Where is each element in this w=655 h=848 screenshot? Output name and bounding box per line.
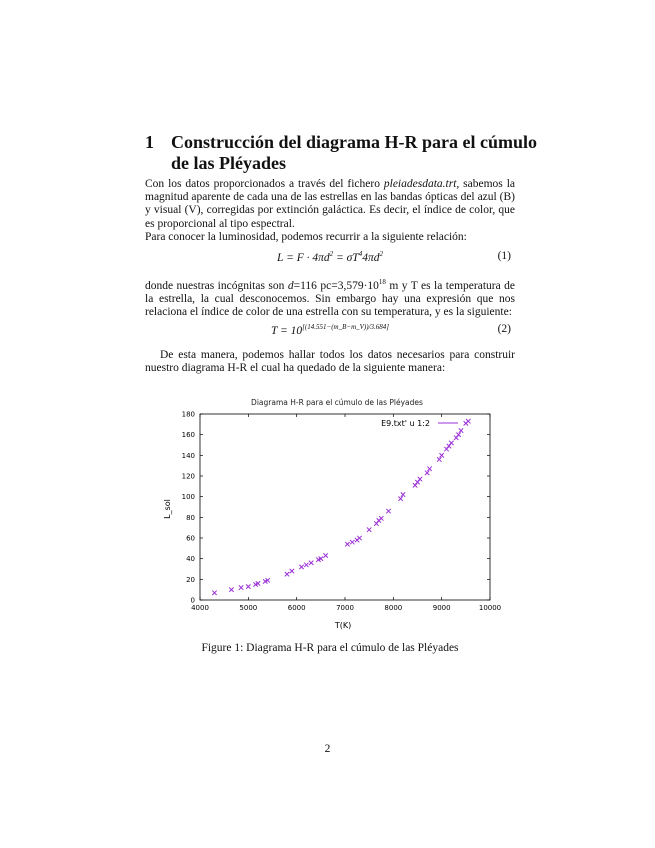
- data-point: [456, 432, 460, 436]
- data-point: [401, 492, 405, 496]
- data-point: [449, 441, 453, 445]
- x-tick-label: 10000: [478, 604, 502, 612]
- x-tick-label: 8000: [384, 604, 403, 612]
- y-tick-label: 140: [181, 451, 195, 460]
- eq1-mid2: 4πd: [362, 251, 380, 264]
- x-axis-label: T(K): [334, 621, 352, 630]
- data-point: [309, 561, 313, 565]
- paragraph-luminosity: Para conocer la luminosidad, podemos recurrir a la siguiente relación:: [145, 230, 467, 243]
- y-tick-label: 160: [181, 431, 195, 440]
- data-point: [285, 572, 289, 576]
- paragraph-intro-a: Con los datos proporcionados a través del fichero: [145, 178, 384, 190]
- data-point: [437, 457, 441, 461]
- data-point: [246, 584, 250, 588]
- data-point: [427, 467, 431, 471]
- eq2-left: T = 10: [270, 324, 303, 337]
- data-point: [212, 591, 216, 595]
- data-point: [418, 477, 422, 481]
- data-filename: pleiadesdata.trt: [383, 178, 457, 190]
- data-point: [290, 569, 294, 573]
- data-point: [439, 453, 443, 457]
- data-point: [466, 419, 470, 423]
- y-tick-label: 60: [186, 534, 195, 543]
- y-tick-label: 0: [190, 596, 195, 605]
- eq1-mid: = σT: [333, 251, 359, 264]
- x-tick-label: 6000: [287, 604, 306, 612]
- data-point: [345, 542, 349, 546]
- x-tick-label: 9000: [432, 604, 451, 612]
- x-tick-label: 7000: [336, 604, 354, 612]
- section-number: 1: [145, 132, 154, 152]
- y-tick-label: 120: [181, 472, 195, 481]
- data-point: [425, 471, 429, 475]
- y-tick-label: 100: [181, 493, 195, 502]
- eq2-tag: (2): [497, 323, 511, 335]
- paragraph-conclusion: De esta manera, podemos hallar todos los datos necesarios para construir nuestro diagrama H-R el cual ha quedado de la siguiente manera:: [145, 349, 515, 375]
- data-point: [229, 587, 233, 591]
- equation-2: [145, 323, 515, 339]
- y-tick-label: 180: [181, 410, 195, 419]
- p3-c: m y T es la temperatura de la estrella, la cual desconocemos. Sin embargo hay una expresión que nos relaciona el índice de color de una estrella con su temperatura, y es la siguiente:: [145, 279, 515, 319]
- paragraph-unknowns: [145, 276, 515, 319]
- p3-d: d: [287, 279, 294, 292]
- data-point: [379, 516, 383, 520]
- data-point: [239, 585, 243, 589]
- section-heading: [145, 132, 545, 174]
- data-point: [323, 553, 327, 557]
- x-tick-label: 4000: [191, 604, 209, 612]
- data-point: [299, 565, 303, 569]
- page-number: 2: [324, 743, 331, 755]
- data-point: [350, 540, 354, 544]
- paragraph-intro: [145, 178, 515, 244]
- x-tick-label: 5000: [239, 604, 258, 612]
- equation-1: [145, 250, 515, 266]
- data-point: [386, 509, 390, 513]
- p3-b: =116 pc=3,579·10: [293, 279, 379, 292]
- plot-frame: [200, 414, 490, 600]
- data-point: [367, 528, 371, 532]
- y-tick-label: 20: [186, 575, 195, 584]
- eq1-tag: (1): [497, 250, 511, 262]
- eq1-exp1: 2: [329, 250, 334, 258]
- eq1-left: L = F · 4πd: [277, 251, 330, 264]
- data-point: [304, 563, 308, 567]
- hr-diagram-chart: [160, 392, 502, 632]
- y-axis-label: L_sol: [163, 499, 172, 519]
- section-title: Construcción del diagrama H-R para el cúmulo de las Pléyades: [171, 132, 537, 173]
- eq1-exp2: 4: [358, 250, 363, 258]
- chart-points: [212, 419, 470, 595]
- y-tick-label: 40: [186, 555, 195, 564]
- p3-exp: 18: [378, 278, 386, 286]
- data-point: [459, 428, 463, 432]
- data-point: [398, 497, 402, 501]
- chart-title: Diagrama H-R para el cúmulo de las Pléyades: [251, 398, 423, 407]
- legend-label: E9.txt' u 1:2: [381, 419, 430, 428]
- data-point: [357, 536, 361, 540]
- p3-a: donde nuestras incógnitas son: [145, 279, 288, 292]
- eq1-exp3: 2: [379, 250, 383, 258]
- eq2-exp: [(14.551−(m_B−m_V))/3.684]: [302, 323, 390, 331]
- y-tick-label: 80: [186, 513, 195, 522]
- paragraph-intro-b: , sabemos la magnitud aparente de cada una de las estrellas en las bandas ópticas del azul (B) y visual (V), corregidas por extinción galáctica. Es decir, el índice de color, que es proporcional al tipo espectral.: [145, 178, 515, 230]
- figure-caption: Figure 1: Diagrama H-R para el cúmulo de las Pléyades: [201, 642, 459, 654]
